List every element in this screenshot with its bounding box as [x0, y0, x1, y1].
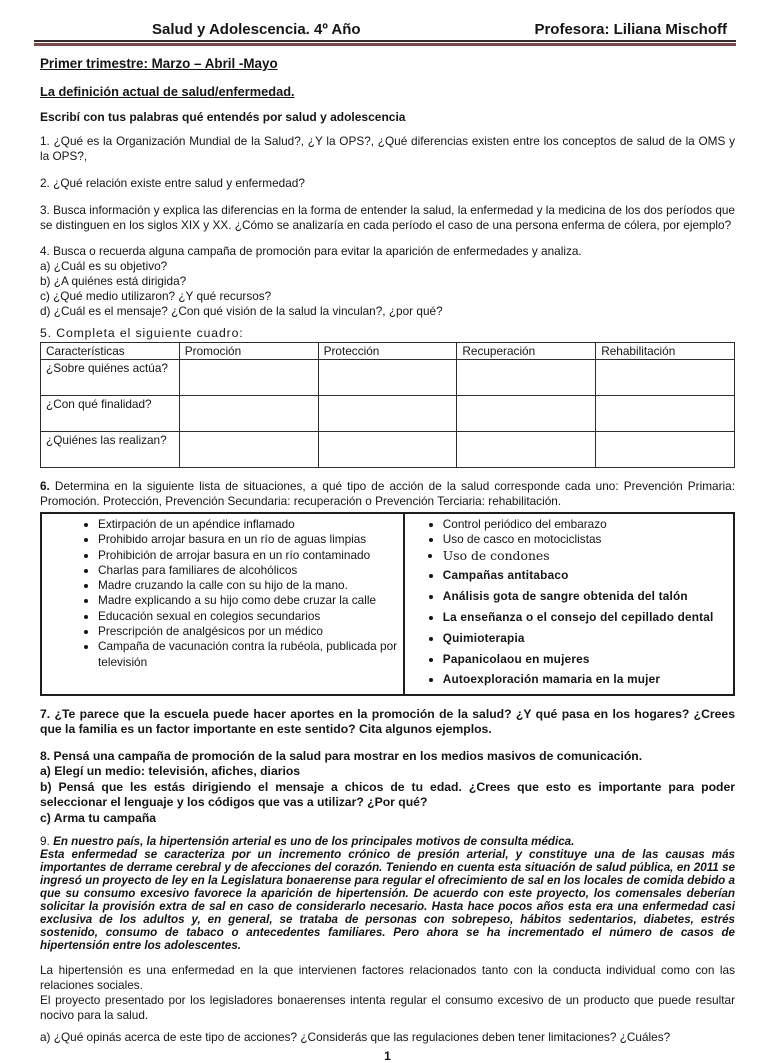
- situation-item: • Prohibido arrojar basura en un río de aguas limpias: [98, 532, 399, 547]
- question-8-item-b: b) Pensá que les estás dirigiendo el mensaje a chicos de tu edad. ¿Crees que esto es importante para poder seleccionar el lenguaje y los códigos que vas a utilizar? ¿Por qué?: [40, 779, 735, 810]
- table-empty-cell: [596, 432, 735, 468]
- table-empty-cell: [318, 396, 457, 432]
- question-2: 2. ¿Qué relación existe entre salud y enfermedad?: [40, 176, 305, 190]
- closing-paragraphs: [40, 963, 735, 1023]
- question-4-intro: 4. Busca o recuerda alguna campaña de promoción para evitar la aparición de enfermedades y analiza.: [40, 244, 582, 258]
- question-9-number: 9.: [40, 834, 54, 849]
- closing-paragraph-1: La hipertensión es una enfermedad en la que intervienen factores relacionados tanto con la conducta individual como con las relaciones sociales.: [40, 963, 735, 993]
- situation-item: • La enseñanza o el consejo del cepillado dental: [443, 610, 729, 625]
- question-6-intro: [40, 479, 735, 509]
- situation-item: • Quimioterapia: [443, 631, 729, 646]
- table-empty-cell: [596, 396, 735, 432]
- table-empty-cell: [179, 360, 318, 396]
- table-header-recuperacion: Recuperación: [457, 343, 596, 360]
- table-empty-cell: [179, 396, 318, 432]
- question-5-label: 5. Completa el siguiente cuadro:: [40, 326, 244, 340]
- table-empty-cell: [457, 360, 596, 396]
- table-row: [41, 360, 735, 396]
- page-number: 1: [384, 1049, 391, 1063]
- page-header: [40, 22, 735, 38]
- situations-box: [40, 512, 735, 696]
- table-header-promocion: Promoción: [179, 343, 318, 360]
- situation-item: • Charlas para familiares de alcohólicos: [98, 563, 399, 578]
- question-5-table: [40, 342, 735, 468]
- table-empty-cell: [318, 360, 457, 396]
- table-header-rehabilitacion: Rehabilitación: [596, 343, 735, 360]
- table-empty-cell: [179, 432, 318, 468]
- situation-item: • Prohibición de arrojar basura en un río contaminado: [98, 548, 399, 563]
- situation-item: • Análisis gota de sangre obtenida del talón: [443, 589, 729, 604]
- header-title: Salud y Adolescencia. 4º Año: [152, 21, 361, 38]
- situations-left-list: [42, 517, 399, 670]
- situation-item: • Campaña de vacunación contra la rubéola, publicada por televisión: [98, 639, 399, 670]
- table-empty-cell: [596, 360, 735, 396]
- header-professor: Profesora: Liliana Mischoff: [534, 21, 727, 38]
- table-row: [41, 396, 735, 432]
- instruction-line: Escribí con tus palabras qué entendés por salud y adolescencia: [40, 110, 406, 124]
- trimester-heading: Primer trimestre: Marzo – Abril -Mayo: [40, 56, 278, 71]
- definition-heading: La definición actual de salud/enfermedad.: [40, 84, 295, 99]
- question-4-item-b: b) ¿A quiénes está dirigida?: [40, 274, 187, 288]
- question-6-text: Determina en la siguiente lista de situaciones, a qué tipo de acción de la salud corresponde cada uno: Prevención Primaria: Promoción. Protección, Prevención Secundaria: recuperación o Prevención Terciaria: rehabilitación.: [40, 479, 735, 508]
- table-row-label: ¿Con qué finalidad?: [41, 396, 180, 432]
- situation-item: • Madre cruzando la calle con su hijo de la mano.: [98, 578, 399, 593]
- table-empty-cell: [318, 432, 457, 468]
- table-row-label: ¿Sobre quiénes actúa?: [41, 360, 180, 396]
- situations-right-column: [405, 514, 733, 694]
- situation-item: • Educación sexual en colegios secundarios: [98, 609, 399, 624]
- table-header-proteccion: Protección: [318, 343, 457, 360]
- question-3: 3. Busca información y explica las diferencias en la forma de entender la salud, la enfermedad y la medicina de los dos períodos que se distinguen en los siglos XIX y XX. ¿Cómo se analizaría en cada período el caso de una persona enferma de cólera, por ejemplo?: [40, 203, 735, 232]
- question-4-item-c: c) ¿Qué medio utilizaron? ¿Y qué recursos?: [40, 289, 272, 303]
- situation-item: • Control periódico del embarazo: [443, 517, 729, 532]
- situation-item: • Uso de condones: [443, 548, 729, 563]
- header-rule: [34, 40, 736, 46]
- question-9: [40, 835, 735, 952]
- question-8-item-c: c) Arma tu campaña: [40, 810, 157, 825]
- question-4: [40, 244, 735, 319]
- closing-paragraph-2: El proyecto presentado por los legisladores bonaerenses intenta regular el consumo excesivo de un producto que puede resultar nocivo para la salud.: [40, 993, 735, 1023]
- question-8: [40, 749, 735, 827]
- situation-item: • Madre explicando a su hijo como debe cruzar la calle: [98, 593, 399, 608]
- table-empty-cell: [457, 432, 596, 468]
- situation-item: • Prescripción de analgésicos por un médico: [98, 624, 399, 639]
- table-header-caracteristicas: Características: [41, 343, 180, 360]
- table-empty-cell: [457, 396, 596, 432]
- question-4-item-a: a) ¿Cuál es su objetivo?: [40, 259, 168, 273]
- situation-item: • Papanicolaou en mujeres: [443, 652, 729, 667]
- closing-question-a: a) ¿Qué opinás acerca de este tipo de acciones? ¿Considerás que las regulaciones deben tener limitaciones? ¿Cuáles?: [40, 1030, 671, 1045]
- question-7: 7. ¿Te parece que la escuela puede hacer aportes en la promoción de la salud? ¿Y qué pasa en los hogares? ¿Crees que la familia es un factor importante en este sentido? Cita algunos ejemplos.: [40, 706, 735, 737]
- question-6-number: 6.: [40, 479, 50, 493]
- situations-left-column: [42, 514, 405, 694]
- question-4-item-d: d) ¿Cuál es el mensaje? ¿Con qué visión de la salud la vinculan?, ¿por qué?: [40, 304, 443, 318]
- table-row: [41, 432, 735, 468]
- situation-item: • Campañas antitabaco: [443, 568, 729, 583]
- situation-item: • Autoexploración mamaria en la mujer: [443, 672, 729, 687]
- table-header-row: [41, 343, 735, 360]
- question-1: 1. ¿Qué es la Organización Mundial de la Salud?, ¿Y la OPS?, ¿Qué diferencias existen entre los conceptos de salud de la OMS y la OPS?,: [40, 134, 735, 163]
- table-row-label: ¿Quiénes las realizan?: [41, 432, 180, 468]
- question-8-item-a: a) Elegí un medio: televisión, afiches, diarios: [40, 764, 301, 779]
- question-9-body: Esta enfermedad se caracteriza por un incremento crónico de presión arterial, y constituye una de las causas más importantes de derrame cerebral y de afecciones del corazón. Teniendo en cuenta esta situación de salud pública, en 2011 se ingresó un proyecto de ley en la Legislatura bonaerense para regular el ofrecimiento de sal en los locales de comida debido a que su consumo excesivo favorece la aparición de hipertensión. De acuerdo con este proyecto, los comensales deberían solicitar la provisión extra de sal en caso de considerarlo necesario. Hasta hace pocos años esta era una enfermedad casi exclusiva de los adultos y, en general, se trataba de personas con sobrepeso, hábitos sedentarios, diabetes, estrés sostenido, consumo de tabaco o antecedentes familiares. Pero ahora se ha incrementado el número de casos de hipertensión entre los adolescentes.: [40, 848, 735, 953]
- situation-item: • Extirpación de un apéndice inflamado: [98, 517, 399, 532]
- question-8-intro: 8. Pensá una campaña de promoción de la salud para mostrar en los medios masivos de comunicación.: [40, 748, 643, 763]
- question-9-line1: En nuestro país, la hipertensión arterial es uno de los principales motivos de consulta médica.: [53, 835, 575, 849]
- situations-right-list: [405, 517, 729, 688]
- situation-item: • Uso de casco en motociclistas: [443, 532, 729, 547]
